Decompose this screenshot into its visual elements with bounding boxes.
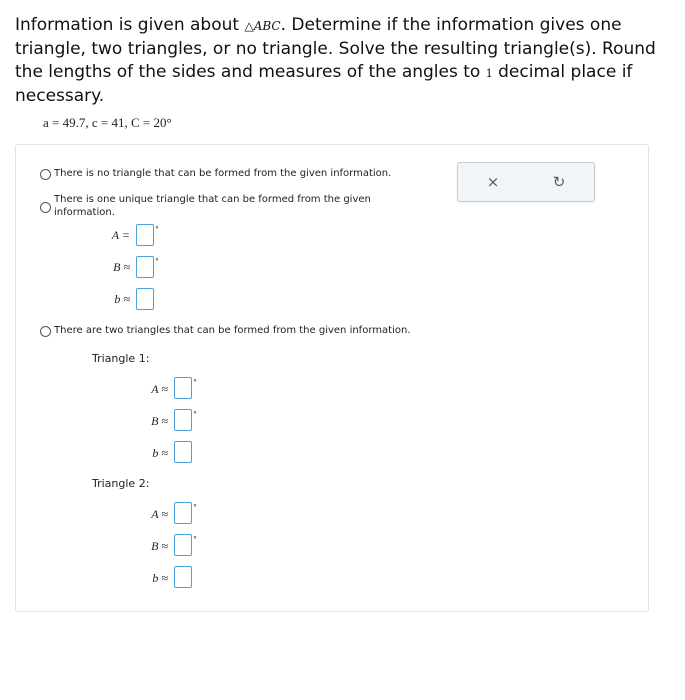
t2-A-label: A ≈ bbox=[151, 507, 168, 521]
one-A-label: A = bbox=[111, 228, 130, 242]
prompt-text-before: Information is given about bbox=[15, 15, 245, 35]
one-B-input[interactable] bbox=[136, 256, 154, 278]
one-b-input[interactable] bbox=[136, 288, 154, 310]
t1-b-label: b ≈ bbox=[152, 446, 168, 460]
undo-icon: ↻ bbox=[552, 173, 566, 191]
t2-B-label: B ≈ bbox=[151, 539, 168, 553]
radio-no-triangle[interactable] bbox=[40, 169, 51, 180]
t2-B-input[interactable] bbox=[174, 534, 192, 556]
t1-B-degree: ° bbox=[193, 410, 197, 419]
option-one-triangle-label: There is one unique triangle that can be formed from the given information. bbox=[54, 194, 371, 218]
close-icon: × bbox=[486, 173, 500, 191]
prompt-text-after: . Determine if the information gives one triangle, two triangles, or no triangle. Solve the resulting triangle(s). Round the lengths of the sides and measures of the angles to bbox=[15, 15, 656, 82]
round-digits: 1 bbox=[485, 67, 493, 80]
one-B-label: B ≈ bbox=[113, 260, 130, 274]
radio-two-triangles[interactable] bbox=[40, 326, 51, 337]
t1-B-input[interactable] bbox=[174, 409, 192, 431]
triangle-2-title: Triangle 2: bbox=[92, 477, 150, 490]
question-prompt bbox=[15, 14, 665, 108]
one-b-label: b ≈ bbox=[114, 292, 130, 306]
triangle-symbol: △ABC bbox=[244, 19, 281, 33]
t1-B-label: B ≈ bbox=[151, 414, 168, 428]
undo-button[interactable] bbox=[547, 170, 571, 194]
t1-A-label: A ≈ bbox=[151, 382, 168, 396]
t2-b-label: b ≈ bbox=[152, 571, 168, 585]
t2-B-degree: ° bbox=[193, 535, 197, 544]
t2-A-input[interactable] bbox=[174, 502, 192, 524]
t1-A-degree: ° bbox=[193, 378, 197, 387]
option-no-triangle-label: There is no triangle that can be formed from the given information. bbox=[54, 168, 392, 179]
triangle-1-title: Triangle 1: bbox=[92, 352, 150, 365]
answer-toolbar bbox=[457, 162, 595, 202]
t1-A-input[interactable] bbox=[174, 377, 192, 399]
t1-b-input[interactable] bbox=[174, 441, 192, 463]
t2-A-degree: ° bbox=[193, 503, 197, 512]
clear-button[interactable] bbox=[481, 170, 505, 194]
one-A-input[interactable] bbox=[136, 224, 154, 246]
radio-one-triangle[interactable] bbox=[40, 202, 51, 213]
given-values: a = 49.7, c = 41, C = 20° bbox=[43, 115, 172, 130]
one-A-degree: ° bbox=[155, 225, 159, 234]
t2-b-input[interactable] bbox=[174, 566, 192, 588]
one-B-degree: ° bbox=[155, 257, 159, 266]
option-two-triangles-label: There are two triangles that can be formed from the given information. bbox=[54, 325, 411, 336]
prompt-text-end: decimal place if necessary. bbox=[15, 62, 633, 106]
